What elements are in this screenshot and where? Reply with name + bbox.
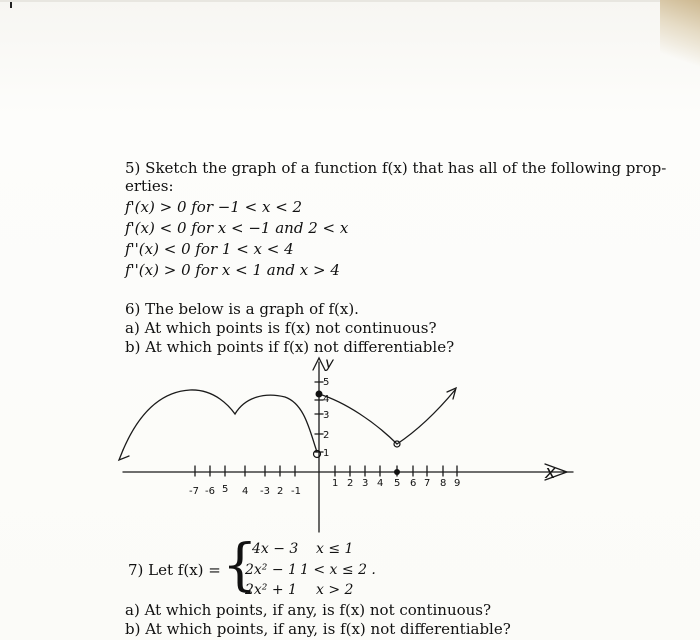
- x-tick-label: 3: [362, 478, 369, 489]
- x-tick-label: -7: [189, 486, 199, 497]
- problem6-part-b: b) At which points if f(x) not differentiable?: [125, 338, 455, 356]
- curve-middle: [319, 394, 397, 444]
- x-tick-label: -1: [291, 486, 301, 497]
- page-corner-shadow: [660, 0, 700, 70]
- problem6-title: 6) The below is a graph of f(x).: [125, 300, 359, 318]
- curve-right: [397, 390, 455, 444]
- problem5-condition-2: f'(x) < 0 for x < −1 and 2 < x: [125, 219, 349, 237]
- y-tick-label: 2: [323, 430, 330, 441]
- curve-arrow-left: [119, 450, 129, 460]
- piece-3-cond: x > 2: [316, 582, 354, 598]
- filled-point-x-axis: [394, 469, 400, 475]
- page-top-edge: [0, 0, 700, 2]
- problem5-title-cont: erties:: [125, 177, 174, 195]
- x-axis-label: x: [545, 462, 556, 483]
- x-tick-label: 4: [242, 486, 249, 497]
- x-tick-label: 8: [440, 478, 447, 489]
- x-tick-label: 5: [394, 478, 401, 489]
- problem5-condition-3: f''(x) < 0 for 1 < x < 4: [125, 240, 294, 258]
- x-tick-label: 2: [347, 478, 354, 489]
- y-tick-label: 1: [323, 448, 330, 459]
- piece-1-expr: 4x − 3: [252, 541, 299, 557]
- x-tick-label: -3: [260, 486, 270, 497]
- y-tick-label: 3: [323, 410, 330, 421]
- x-tick-label: 1: [332, 478, 339, 489]
- piece-1-cond: x ≤ 1: [316, 541, 354, 557]
- problem5-condition-1: f'(x) > 0 for −1 < x < 2: [125, 198, 303, 216]
- problem7-part-a: a) At which points, if any, is f(x) not continuous?: [125, 601, 492, 619]
- problem5-title: 5) Sketch the graph of a function f(x) that has all of the following prop-: [125, 159, 667, 177]
- problem7-label: 7) Let f(x) =: [128, 561, 221, 579]
- problem7-part-b: b) At which points, if any, is f(x) not differentiable?: [125, 620, 511, 638]
- filled-point-y-axis: [316, 391, 323, 398]
- x-tick-label: 6: [410, 478, 417, 489]
- y-tick-label: 5: [323, 377, 330, 388]
- piece-2-cond: 1 < x ≤ 2 .: [300, 562, 376, 578]
- piecewise-brace: {: [222, 533, 258, 598]
- x-tick-label: -6: [205, 486, 215, 497]
- y-axis-label: y: [325, 354, 334, 372]
- x-tick-label: 2: [277, 486, 284, 497]
- problem5-condition-4: f''(x) > 0 for x < 1 and x > 4: [125, 261, 340, 279]
- curve-left-bumps: [123, 390, 317, 452]
- piece-3-expr: 2x² + 1: [245, 582, 297, 598]
- x-tick-label: 9: [454, 478, 461, 489]
- x-tick-label: 4: [377, 478, 384, 489]
- page-mark: [10, 2, 12, 8]
- piece-2-expr: 2x² − 1: [245, 562, 297, 578]
- hand-drawn-graph: [105, 352, 585, 537]
- x-tick-label: 5: [222, 484, 229, 495]
- x-tick-label: 7: [424, 478, 431, 489]
- problem6-part-a: a) At which points is f(x) not continuous?: [125, 319, 437, 337]
- y-tick-label: 4: [323, 394, 330, 405]
